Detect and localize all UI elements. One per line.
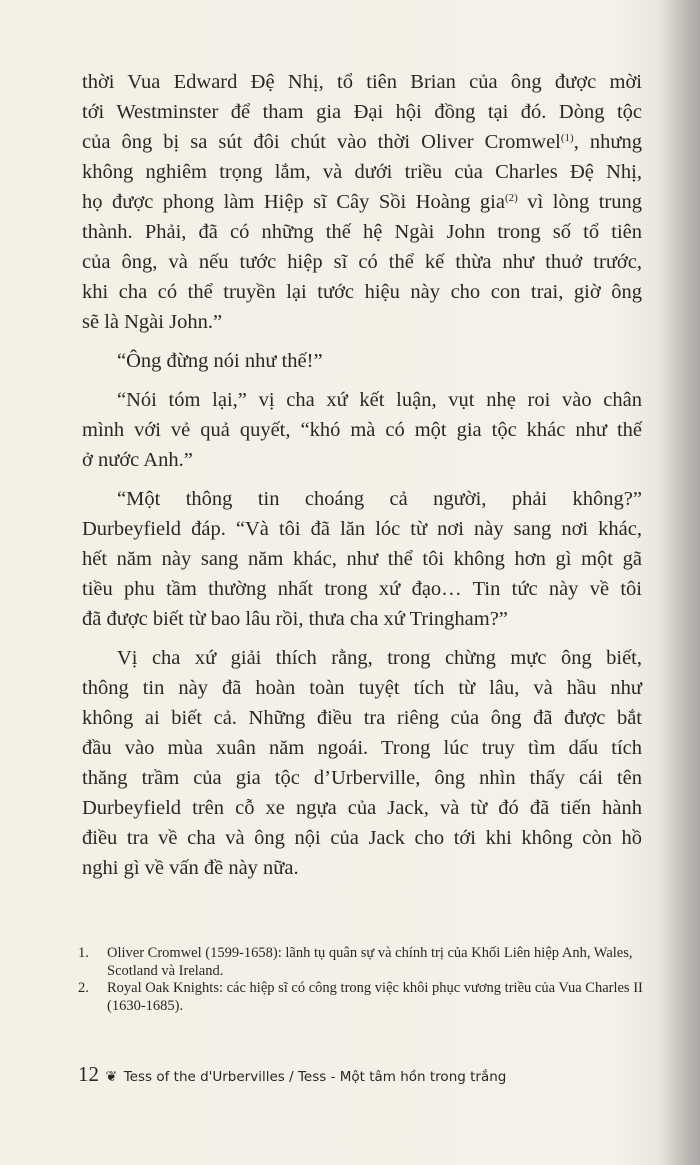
text-line: ở nước Anh.”: [82, 449, 193, 471]
text-line: “Một thông tin choáng cả người, phải không?”: [117, 488, 642, 510]
text-line: thông tin này đã hoàn toàn tuyệt tích từ lâu, và hầu như: [82, 677, 642, 699]
text-line: đã được biết từ bao lâu rồi, thưa cha xứ Tringham?”: [82, 608, 508, 630]
text-line: Vị cha xứ giải thích rằng, trong chừng mực ông biết,: [117, 647, 642, 669]
text-line: mình với vẻ quả quyết, “khó mà có một gia tộc khác như thế: [82, 419, 642, 441]
text-line: khi cha có thể truyền lại tước hiệu này cho con trai, giờ ông: [82, 281, 642, 303]
footnote-2: [78, 980, 648, 1015]
text-segment: họ được phong làm Hiệp sĩ Cây Sồi Hoàng gia: [82, 191, 505, 213]
footnote-number: 2.: [78, 980, 89, 996]
text-line: đầu vào mùa xuân năm ngoái. Trong lúc truy tìm dấu tích: [82, 737, 642, 759]
page-footer: [78, 1062, 506, 1087]
footnote-reference: (2): [504, 192, 518, 204]
page-number: 12: [78, 1062, 99, 1086]
text-line: [82, 187, 642, 217]
text-line: không nghiêm trọng lắm, và dưới triều của Charles Đệ Nhị,: [82, 161, 642, 183]
text-segment: , nhưng: [573, 131, 642, 153]
text-line: thời Vua Edward Đệ Nhị, tổ tiên Brian của ông được mời: [82, 71, 642, 93]
text-line: “Nói tóm lại,” vị cha xứ kết luận, vụt nhẹ roi vào chân: [117, 389, 642, 411]
paragraph: [82, 346, 642, 376]
footnote-1: [78, 945, 648, 980]
text-line: “Ông đừng nói như thế!”: [117, 350, 323, 372]
paragraph: [82, 385, 642, 475]
body-text: [82, 67, 642, 892]
text-line: thăng trầm của gia tộc d’Urberville, ông nhìn thấy cái tên: [82, 767, 642, 789]
text-line: Durbeyfield đáp. “Và tôi đã lăn lóc từ nơi này sang nơi khác,: [82, 518, 642, 540]
footnote-text: Royal Oak Knights: các hiệp sĩ có công trong việc khôi phục vương triều của Vua Charles II (1630-1685).: [107, 980, 643, 1014]
text-line: Durbeyfield trên cỗ xe ngựa của Jack, và từ đó đã tiến hành: [82, 797, 642, 819]
ornament-icon: ❦: [105, 1070, 118, 1085]
footnote-reference: (1): [560, 132, 574, 144]
paragraph: [82, 643, 642, 883]
text-line: tới Westminster để tham gia Đại hội đồng tại đó. Dòng tộc: [82, 101, 642, 123]
text-line: sẽ là Ngài John.”: [82, 311, 223, 333]
text-line: thành. Phải, đã có những thế hệ Ngài John trong số tổ tiên: [82, 221, 642, 243]
text-line: tiều phu tầm thường nhất trong xứ đạo… Tin tức này về tôi: [82, 578, 642, 600]
text-line: của ông, và nếu tước hiệp sĩ có thể kế thừa như thuở trước,: [82, 251, 642, 273]
text-line: nghi gì về vấn đề này nữa.: [82, 857, 299, 879]
text-line: hết năm này sang năm khác, như thể tôi không hơn gì một gã: [82, 548, 642, 570]
text-line: không ai biết cả. Những điều tra riêng của ông đã được bắt: [82, 707, 642, 729]
text-segment: vì lòng trung: [517, 191, 642, 213]
footnote-number: 1.: [78, 945, 89, 961]
running-title: Tess of the d'Urbervilles / Tess - Một tâm hồn trong trắng: [123, 1069, 507, 1085]
footnote-text: Oliver Cromwel (1599-1658): lãnh tụ quân sự và chính trị của Khối Liên hiệp Anh, Wales, Scotland và Ireland.: [107, 945, 633, 979]
footnotes: [78, 945, 648, 1015]
paragraph: [82, 67, 642, 337]
text-line: [82, 127, 642, 157]
text-segment: của ông bị sa sút đôi chút vào thời Oliver Cromwel: [82, 131, 561, 153]
paragraph: [82, 484, 642, 634]
text-line: điều tra về cha và ông nội của Jack cho tới khi không còn hồ: [82, 827, 642, 849]
